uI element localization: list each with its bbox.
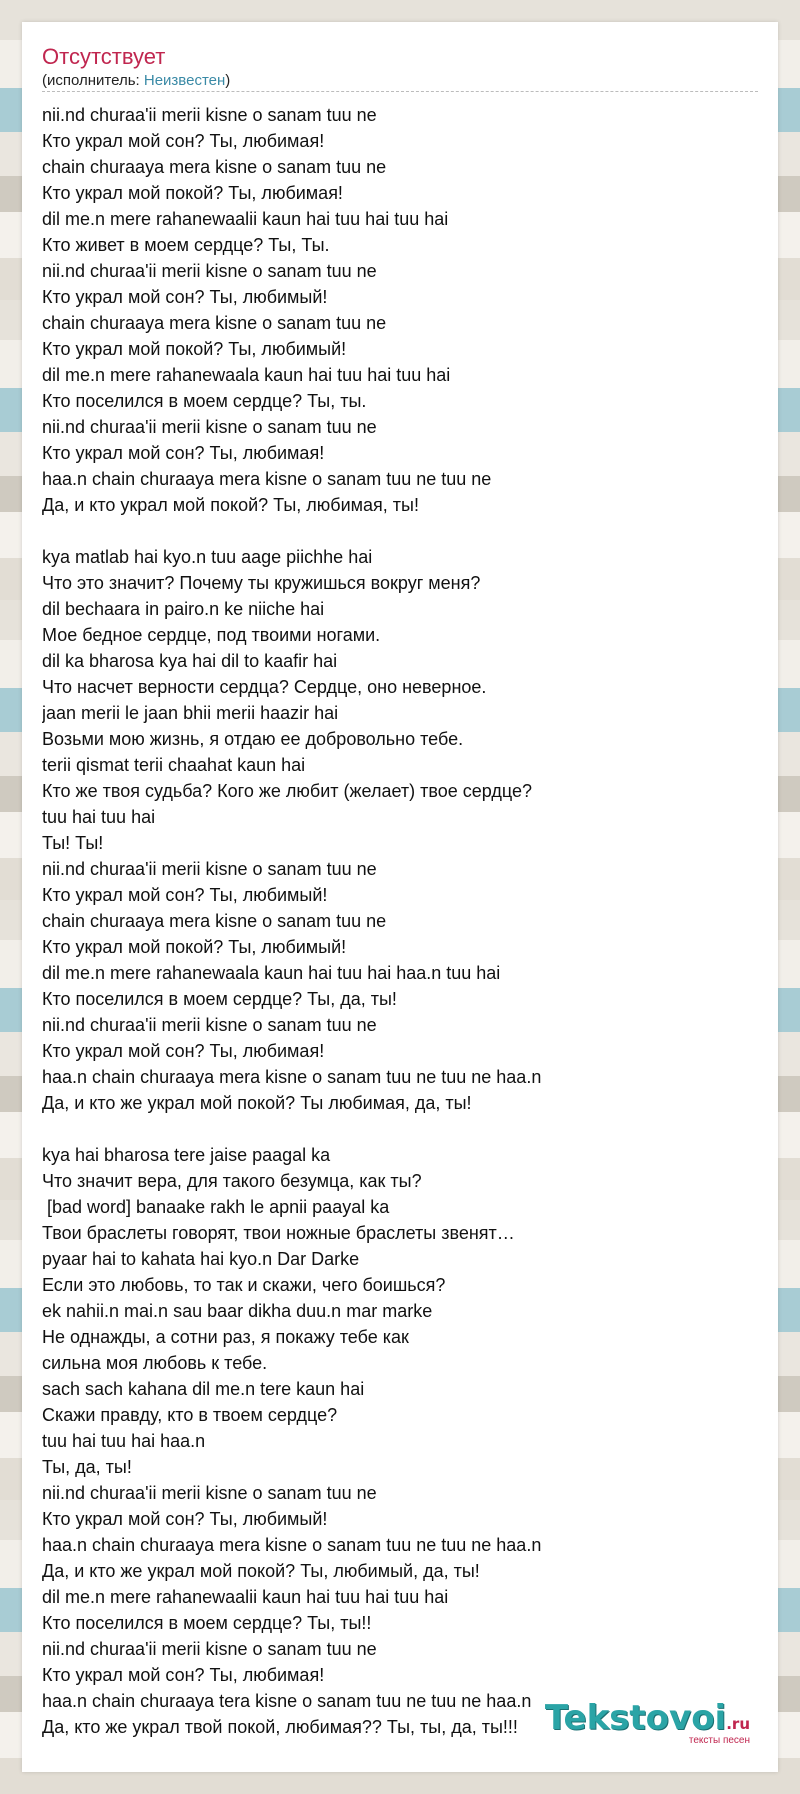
lyric-line: [bad word] banaake rakh le apnii paayal ka: [42, 1197, 390, 1217]
lyric-line: Кто украл мой сон? Ты, любимая!: [42, 1041, 325, 1061]
lyric-line: nii.nd churaa'ii merii kisne o sanam tuu ne: [42, 105, 377, 125]
lyric-line: Кто поселился в моем сердце? Ты, да, ты!: [42, 989, 397, 1009]
lyric-line: Да, кто же украл твой покой, любимая?? Ты, ты, да, ты!!!: [42, 1717, 518, 1737]
lyric-line: chain churaaya mera kisne o sanam tuu ne: [42, 313, 387, 333]
lyric-line: Ты! Ты!: [42, 833, 104, 853]
logo-tagline: тексты песен: [688, 1735, 750, 1746]
lyric-line: Кто украл мой сон? Ты, любимый!: [42, 1509, 328, 1529]
lyric-line: dil me.n mere rahanewaalii kaun hai tuu hai tuu hai: [42, 1587, 449, 1607]
lyric-line: tuu hai tuu hai: [42, 807, 156, 827]
lyric-line: Кто украл мой сон? Ты, любимый!: [42, 287, 328, 307]
lyric-line: Да, и кто же украл мой покой? Ты, любимый, да, ты!: [42, 1561, 480, 1581]
lyric-line: Кто поселился в моем сердце? Ты, ты.: [42, 391, 367, 411]
artist-suffix: ): [225, 72, 231, 89]
artist-link[interactable]: Неизвестен: [143, 72, 226, 89]
lyric-line: Что значит вера, для такого безумца, как ты?: [42, 1171, 422, 1191]
lyric-line: Кто украл мой сон? Ты, любимая!: [42, 443, 325, 463]
lyric-line: nii.nd churaa'ii merii kisne o sanam tuu ne: [42, 261, 377, 281]
lyric-line: Да, и кто же украл мой покой? Ты любимая, да, ты!: [42, 1093, 472, 1113]
lyric-line: Что насчет верности сердца? Сердце, оно неверное.: [42, 677, 487, 697]
lyric-line: Ты, да, ты!: [42, 1457, 132, 1477]
lyric-line: Кто украл мой покой? Ты, любимый!: [42, 937, 347, 957]
lyric-line: Мое бедное сердце, под твоими ногами.: [42, 625, 381, 645]
lyrics-text: [42, 102, 762, 1740]
lyric-line: sach sach kahana dil me.n tere kaun hai: [42, 1379, 365, 1399]
lyric-line: nii.nd churaa'ii merii kisne o sanam tuu ne: [42, 1483, 377, 1503]
lyric-line: Да, и кто украл мой покой? Ты, любимая, ты!: [42, 495, 419, 515]
lyric-line: dil me.n mere rahanewaalii kaun hai tuu hai tuu hai: [42, 209, 449, 229]
lyric-line: haa.n chain churaaya mera kisne o sanam tuu ne tuu ne haa.n: [42, 1067, 542, 1087]
song-title: Отсутствует: [42, 44, 166, 69]
title-divider: [42, 91, 758, 92]
lyric-line: Что это значит? Почему ты кружишься вокруг меня?: [42, 573, 481, 593]
lyric-line: terii qismat terii chaahat kaun hai: [42, 755, 306, 775]
lyric-line: haa.n chain churaaya mera kisne o sanam tuu ne tuu ne haa.n: [42, 1535, 542, 1555]
lyric-line: dil me.n mere rahanewaala kaun hai tuu hai haa.n tuu hai: [42, 963, 501, 983]
lyric-line: kya hai bharosa tere jaise paagal ka: [42, 1145, 331, 1165]
lyric-line: dil me.n mere rahanewaala kaun hai tuu hai tuu hai: [42, 365, 451, 385]
lyric-line: Не однажды, а сотни раз, я покажу тебе как: [42, 1327, 409, 1347]
lyric-line: kya matlab hai kyo.n tuu aage piichhe hai: [42, 547, 373, 567]
lyric-line: Возьми мою жизнь, я отдаю ее добровольно тебе.: [42, 729, 464, 749]
lyric-line: Если это любовь, то так и скажи, чего боишься?: [42, 1275, 446, 1295]
lyric-line: Кто украл мой покой? Ты, любимый!: [42, 339, 347, 359]
lyric-line: nii.nd churaa'ii merii kisne o sanam tuu ne: [42, 859, 377, 879]
lyric-line: [42, 1116, 762, 1142]
lyric-line: dil bechaara in pairo.n ke niiche hai: [42, 599, 325, 619]
lyric-line: Кто украл мой сон? Ты, любимый!: [42, 885, 328, 905]
lyric-line: Кто поселился в моем сердце? Ты, ты!!: [42, 1613, 372, 1633]
lyric-line: haa.n chain churaaya tera kisne o sanam tuu ne tuu ne haa.n: [42, 1691, 532, 1711]
lyric-line: nii.nd churaa'ii merii kisne o sanam tuu ne: [42, 1015, 377, 1035]
lyric-line: pyaar hai to kahata hai kyo.n Dar Darke: [42, 1249, 360, 1269]
lyric-line: Кто украл мой сон? Ты, любимая!: [42, 1665, 325, 1685]
lyric-line: Кто живет в моем сердце? Ты, Ты.: [42, 235, 330, 255]
lyric-line: dil ka bharosa kya hai dil to kaafir hai: [42, 651, 338, 671]
lyric-line: Твои браслеты говорят, твои ножные браслеты звенят…: [42, 1223, 515, 1243]
site-logo[interactable]: [544, 1698, 750, 1746]
lyric-line: сильна моя любовь к тебе.: [42, 1353, 268, 1373]
lyric-line: tuu hai tuu hai haa.n: [42, 1431, 206, 1451]
lyric-line: chain churaaya mera kisne o sanam tuu ne: [42, 911, 387, 931]
lyric-line: nii.nd churaa'ii merii kisne o sanam tuu ne: [42, 417, 377, 437]
lyric-line: ek nahii.n mai.n sau baar dikha duu.n mar marke: [42, 1301, 433, 1321]
artist-line: [42, 72, 230, 89]
lyric-line: Кто украл мой сон? Ты, любимая!: [42, 131, 325, 151]
logo-tld: .ru: [726, 1715, 750, 1733]
lyric-line: Кто украл мой покой? Ты, любимая!: [42, 183, 343, 203]
artist-prefix: (исполнитель:: [42, 72, 144, 89]
lyric-line: chain churaaya mera kisne o sanam tuu ne: [42, 157, 387, 177]
lyric-line: [42, 518, 762, 544]
lyric-line: nii.nd churaa'ii merii kisne o sanam tuu ne: [42, 1639, 377, 1659]
lyric-line: haa.n chain churaaya mera kisne o sanam tuu ne tuu ne: [42, 469, 492, 489]
logo-name: Tekstovoi: [544, 1698, 727, 1738]
lyric-line: Скажи правду, кто в твоем сердце?: [42, 1405, 338, 1425]
lyric-line: Кто же твоя судьба? Кого же любит (желает) твое сердце?: [42, 781, 532, 801]
lyrics-card: [22, 22, 778, 1772]
lyric-line: jaan merii le jaan bhii merii haazir hai: [42, 703, 339, 723]
